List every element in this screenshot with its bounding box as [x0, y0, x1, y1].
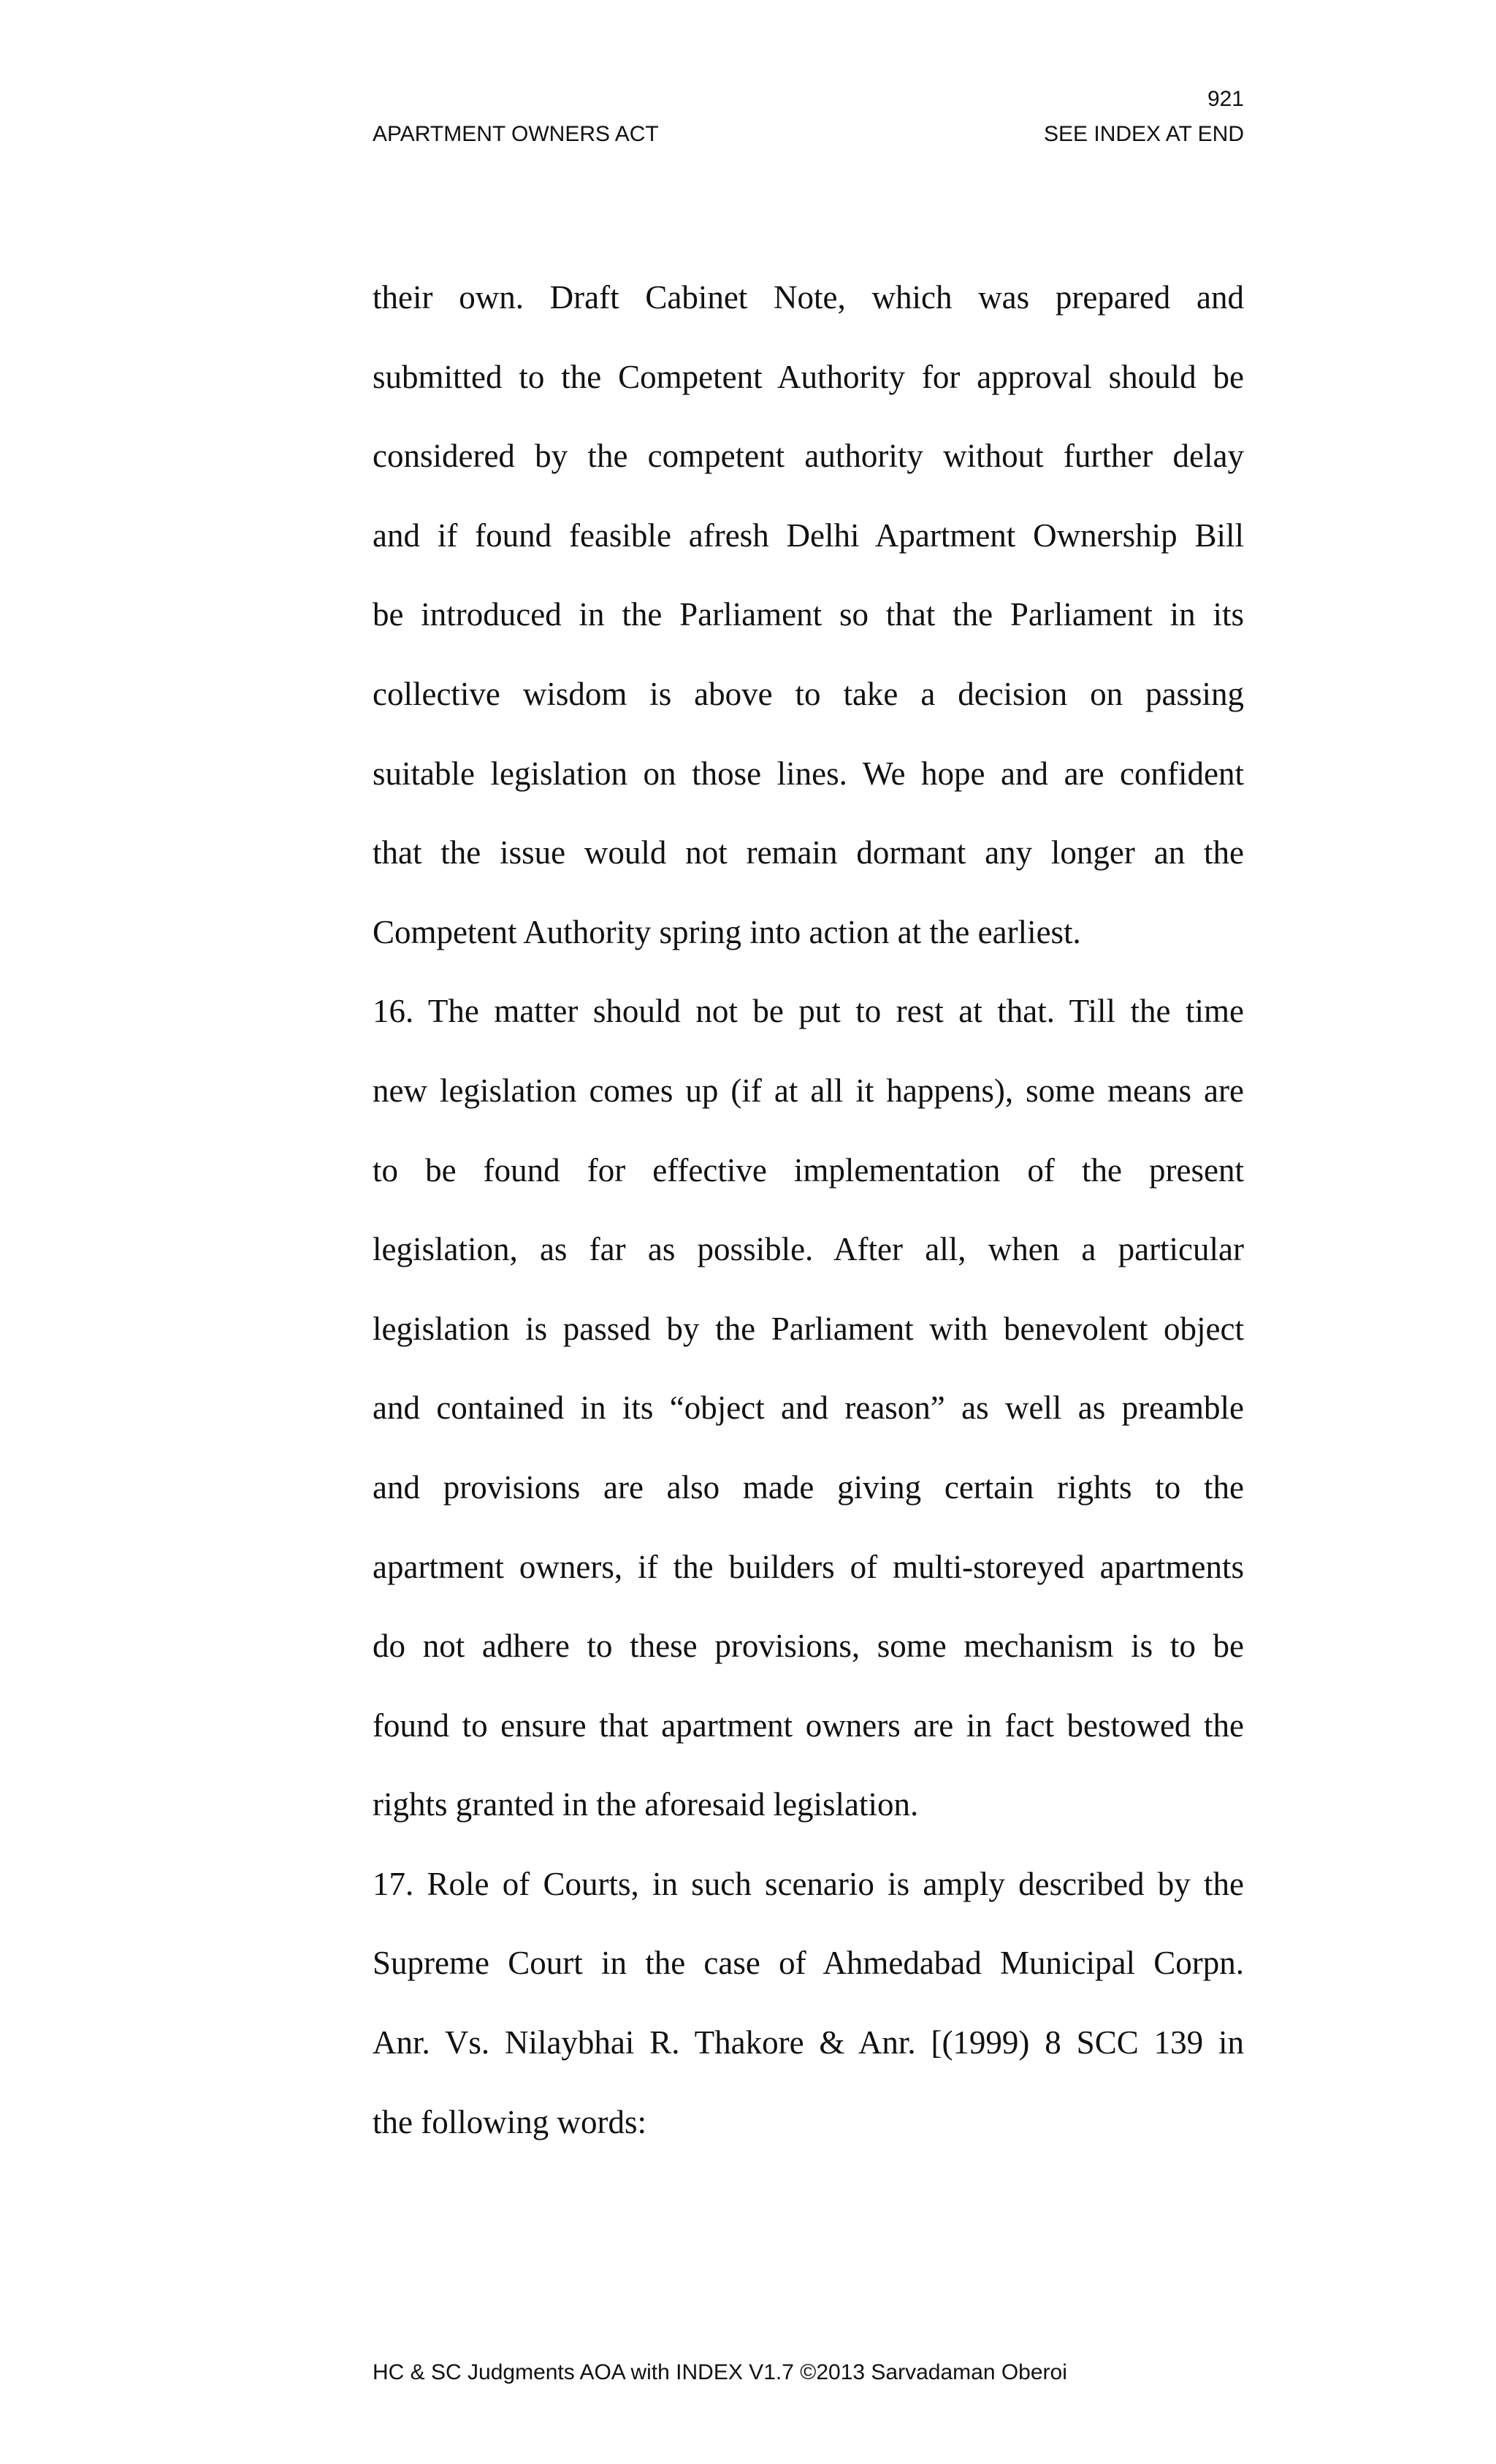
body-line: that the issue would not remain dormant any longer an the	[373, 834, 1244, 871]
body-line: rights granted in the aforesaid legislation.	[373, 1786, 919, 1823]
body-line: apartment owners, if the builders of multi-storeyed apartments	[373, 1548, 1244, 1585]
body-line: new legislation comes up (if at all it happens), some means are	[373, 1072, 1244, 1109]
body-line: collective wisdom is above to take a decision on passing	[373, 675, 1244, 712]
body-line: legislation is passed by the Parliament with benevolent object	[373, 1310, 1244, 1347]
body-line: and provisions are also made giving certain rights to the	[373, 1468, 1244, 1506]
document-body	[373, 258, 1244, 2162]
body-line: to be found for effective implementation of the present	[373, 1151, 1244, 1189]
body-line: legislation, as far as possible. After all, when a particular	[373, 1231, 1244, 1268]
body-line: Anr. Vs. Nilaybhai R. Thakore & Anr. [(1999) 8 SCC 139 in	[373, 2024, 1244, 2061]
body-line: be introduced in the Parliament so that the Parliament in its	[373, 596, 1244, 633]
running-header	[373, 121, 1244, 148]
paragraph-16-line: 16. The matter should not be put to rest at that. Till the time	[373, 993, 1244, 1030]
paragraph-17-line: 17. Role of Courts, in such scenario is amply described by the	[373, 1865, 1244, 1902]
body-line: their own. Draft Cabinet Note, which was prepared and	[373, 279, 1244, 316]
body-line: do not adhere to these provisions, some mechanism is to be	[373, 1628, 1244, 1665]
body-line: considered by the competent authority without further delay	[373, 438, 1244, 475]
body-line: Competent Authority spring into action at the earliest.	[373, 913, 1081, 950]
body-line: Supreme Court in the case of Ahmedabad Municipal Corpn.	[373, 1945, 1244, 1982]
body-line: suitable legislation on those lines. We hope and are confident	[373, 755, 1244, 792]
header-note-right: SEE INDEX AT END	[1044, 122, 1244, 146]
body-line: found to ensure that apartment owners are in fact bestowed the	[373, 1706, 1244, 1744]
page-number: 921	[1207, 87, 1244, 111]
body-line: the following words:	[373, 2103, 646, 2140]
header-title-left: APARTMENT OWNERS ACT	[373, 122, 659, 146]
body-line: and if found feasible afresh Delhi Apartment Ownership Bill	[373, 516, 1244, 554]
page-footer: HC & SC Judgments AOA with INDEX V1.7 ©2013 Sarvadaman Oberoi	[373, 2360, 1067, 2384]
body-line: submitted to the Competent Authority for approval should be	[373, 358, 1244, 395]
body-line: and contained in its “object and reason” as well as preamble	[373, 1389, 1244, 1427]
